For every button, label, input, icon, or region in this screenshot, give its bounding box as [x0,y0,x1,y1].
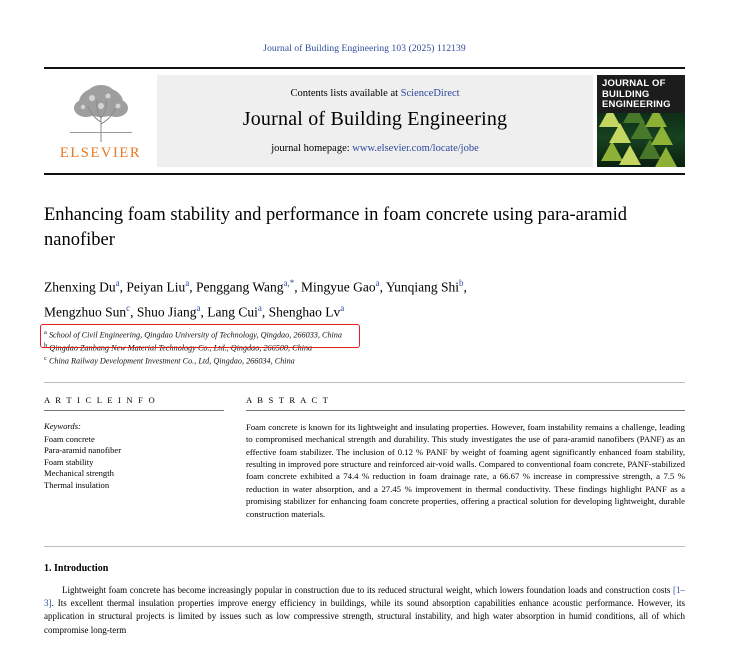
introduction-paragraph [44,584,685,637]
affiliations [44,328,685,368]
author-list [44,273,685,322]
divider-rule-bottom [44,546,685,547]
info-abstract-columns [44,395,685,520]
intro-text-part1: Lightweight foam concrete has become increasingly popular in construction due to its reduced structural weight, which lowers foundation loads and construction costs [62,584,673,595]
author-line-1: Zhenxing Du$^a$, Peiyan Liu$^a$, Penggang Wang$^{a,*}$, Mingyue Gao$^a$, Yunqiang Shi$^b$, [44,278,467,295]
page-title: Enhancing foam stability and performance in foam concrete using para-aramid nanofiber [44,205,628,250]
keywords-label: Keywords: [44,420,81,431]
elsevier-wordmark: ELSEVIER [59,145,142,161]
sciencedirect-link[interactable]: ScienceDirect [400,88,460,99]
homepage-prefix: journal homepage: [271,143,353,154]
running-head: Journal of Building Engineering 103 (2025) 112139 [263,44,466,54]
contents-prefix: Contents lists available at [290,88,401,99]
divider-rule-top [44,382,685,383]
affiliation-item: $^b$ Qingdao Zanbang New Material Technology Co., Ltd., Qingdao, 266500, China [44,342,313,353]
cover-title-line2: BUILDING [602,88,650,100]
section-heading-introduction: 1. Introduction [44,562,109,574]
keyword-item: Mechanical strength [44,468,114,479]
cover-title-line1: JOURNAL OF [602,78,666,89]
intro-text-part2: . Its excellent thermal insulation properties improve energy efficiency in buildings, while its sound absorption capabilities enhance acoustic performance. However, its application in structural projects is limited by issues such as low compressive strength, structural instability, and high water absorption in humid conditions, all of which compromise long-term [44,598,685,635]
affiliation-item: $^c$ China Railway Development Investment Co., Ltd, Qingdao, 266034, China [44,355,295,367]
journal-masthead [44,67,685,175]
article-info-underline [44,410,224,411]
keyword-item: Foam stability [44,456,94,467]
cover-artwork [597,113,685,168]
author-line-2: Mengzhuo Sun$^c$, Shuo Jiang$^a$, Lang Cui$^a$, Shenghao Lv$^a$ [44,302,345,319]
abstract-underline [246,410,685,411]
article-info-heading: A R T I C L E I N F O [44,394,157,405]
cover-title [597,75,685,113]
homepage-line [271,143,479,154]
citation-link[interactable]: [1–3] [44,584,685,609]
article-info-column [44,395,224,520]
keyword-item: Para-aramid nanofiber [44,445,122,456]
keyword-item: Thermal insulation [44,479,110,490]
masthead-center [157,75,593,167]
affiliation-item: $^a$ School of Civil Engineering, Qingdao University of Technology, Qingdao, 266033, China [44,329,342,340]
abstract-text: Foam concrete is known for its lightweight and insulating properties. However, foam instability remains a challenge, leading to compromised mechanical strength and durability. This study investigates the use of para-aramid nanofibers (PANF) as an effective foam stabilizer. The inclusion of 0.12 % PANF by weight of foaming agent significantly enhanced foam stability, resulting in improved pore structure and reinforced air-void walls. Compared to conventional foam concrete, PANF-stabilized foam concrete exhibited a 74.4 % reduction in foam drainage rate, a 66.67 % increase in compressive strength, a 7.5 % reduction in water absorption, and a 27.45 % improvement in thermal conductivity. These findings highlight PANF as a promising stabilizer for enhancing foam concrete properties, offering a practical solution for developing lightweight, durable construction materials. [246,421,685,519]
cover-title-line3: ENGINEERING [602,99,671,110]
journal-homepage-link[interactable]: www.elsevier.com/locate/jobe [352,143,479,154]
keyword-item: Foam concrete [44,433,95,444]
journal-cover-thumbnail [597,75,685,167]
abstract-column [246,395,685,520]
publisher-logo [44,75,157,167]
elsevier-tree-icon [68,82,134,144]
article-header [44,203,685,368]
abstract-heading: A B S T R A C T [246,394,330,405]
journal-title: Journal of Building Engineering [242,108,508,130]
contents-line [290,88,459,99]
